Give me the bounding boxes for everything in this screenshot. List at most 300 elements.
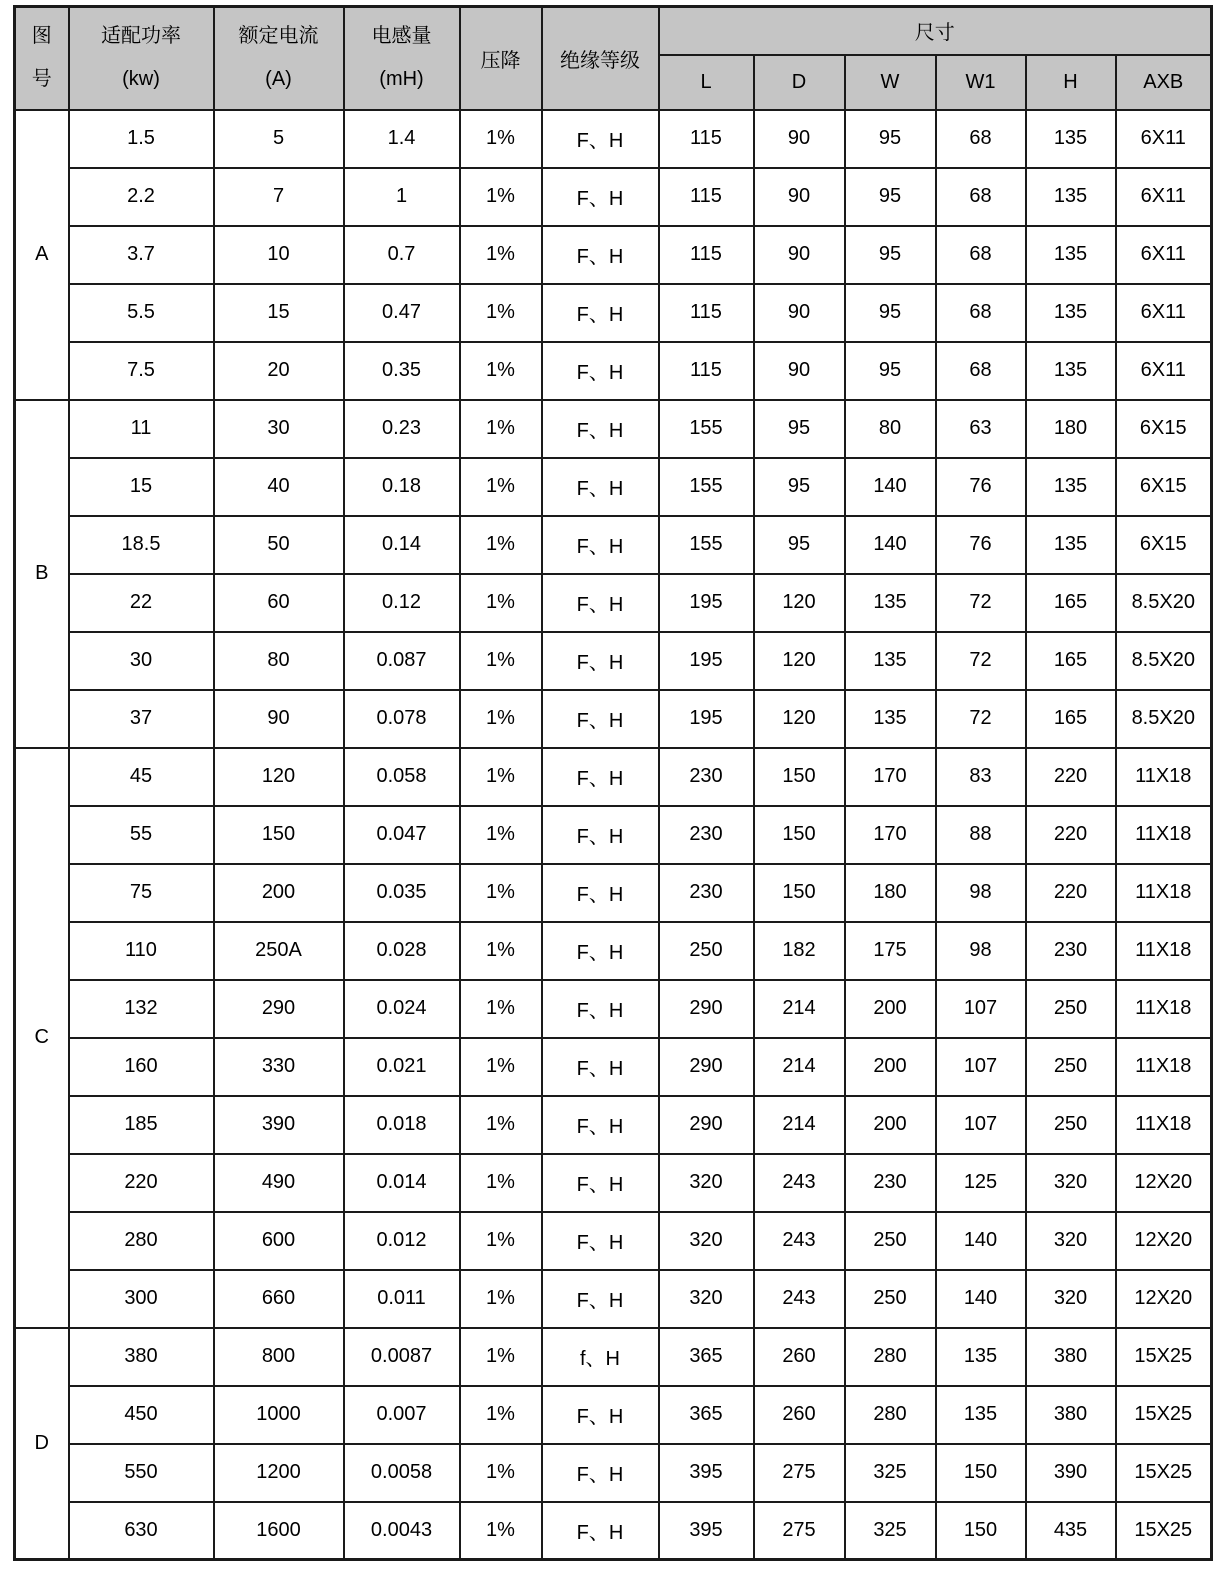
table-cell: 630 bbox=[69, 1502, 214, 1560]
table-cell: F、H bbox=[542, 400, 659, 458]
table-cell: 1% bbox=[460, 1212, 542, 1270]
table-cell: 250 bbox=[659, 922, 754, 980]
table-cell: 0.021 bbox=[344, 1038, 460, 1096]
table-cell: 95 bbox=[845, 110, 936, 168]
table-cell: 1.4 bbox=[344, 110, 460, 168]
table-cell: 1000 bbox=[214, 1386, 344, 1444]
table-cell: 30 bbox=[214, 400, 344, 458]
table-cell: 1% bbox=[460, 806, 542, 864]
table-cell: 250 bbox=[1026, 980, 1116, 1038]
table-cell: 76 bbox=[936, 516, 1026, 574]
table-cell: 6X15 bbox=[1116, 458, 1212, 516]
table-cell: 72 bbox=[936, 632, 1026, 690]
table-cell: 230 bbox=[659, 748, 754, 806]
table-cell: 365 bbox=[659, 1328, 754, 1386]
table-cell: 95 bbox=[845, 168, 936, 226]
table-cell: 15 bbox=[69, 458, 214, 516]
table-cell: 0.007 bbox=[344, 1386, 460, 1444]
table-cell: 165 bbox=[1026, 632, 1116, 690]
figure-group-cell: D bbox=[15, 1328, 69, 1560]
table-cell: 1% bbox=[460, 400, 542, 458]
table-cell: 1% bbox=[460, 1096, 542, 1154]
table-cell: 380 bbox=[69, 1328, 214, 1386]
table-cell: 1% bbox=[460, 110, 542, 168]
table-cell: F、H bbox=[542, 748, 659, 806]
table-cell: 83 bbox=[936, 748, 1026, 806]
table-cell: 135 bbox=[1026, 458, 1116, 516]
table-cell: 15X25 bbox=[1116, 1386, 1212, 1444]
table-cell: 80 bbox=[845, 400, 936, 458]
header-dim-w1: W1 bbox=[936, 55, 1026, 110]
table-cell: 1% bbox=[460, 748, 542, 806]
table-cell: 280 bbox=[845, 1328, 936, 1386]
table-cell: 95 bbox=[845, 284, 936, 342]
table-cell: 1% bbox=[460, 864, 542, 922]
table-cell: 12X20 bbox=[1116, 1154, 1212, 1212]
table-cell: 11X18 bbox=[1116, 864, 1212, 922]
table-row bbox=[15, 806, 1212, 864]
header-dim-d: D bbox=[754, 55, 845, 110]
table-cell: 135 bbox=[936, 1328, 1026, 1386]
table-cell: 75 bbox=[69, 864, 214, 922]
table-cell: 6X11 bbox=[1116, 226, 1212, 284]
table-cell: 140 bbox=[936, 1212, 1026, 1270]
table-cell: 220 bbox=[69, 1154, 214, 1212]
table-cell: 1% bbox=[460, 168, 542, 226]
table-cell: 0.18 bbox=[344, 458, 460, 516]
figure-group-cell: B bbox=[15, 400, 69, 748]
table-row bbox=[15, 864, 1212, 922]
table-cell: 550 bbox=[69, 1444, 214, 1502]
table-cell: 76 bbox=[936, 458, 1026, 516]
table-cell: 6X11 bbox=[1116, 168, 1212, 226]
header-row-1 bbox=[15, 7, 1212, 55]
table-cell: F、H bbox=[542, 168, 659, 226]
table-cell: 230 bbox=[1026, 922, 1116, 980]
table-cell: 90 bbox=[754, 168, 845, 226]
table-cell: 1% bbox=[460, 1444, 542, 1502]
table-row bbox=[15, 1386, 1212, 1444]
table-cell: 60 bbox=[214, 574, 344, 632]
table-cell: 90 bbox=[754, 284, 845, 342]
table-cell: 220 bbox=[1026, 864, 1116, 922]
table-cell: 214 bbox=[754, 980, 845, 1038]
table-cell: 220 bbox=[1026, 748, 1116, 806]
table-cell: 2.2 bbox=[69, 168, 214, 226]
table-row bbox=[15, 284, 1212, 342]
table-cell: 115 bbox=[659, 110, 754, 168]
table-cell: 180 bbox=[1026, 400, 1116, 458]
table-cell: 135 bbox=[845, 574, 936, 632]
table-cell: 98 bbox=[936, 864, 1026, 922]
table-cell: 0.35 bbox=[344, 342, 460, 400]
table-cell: 0.018 bbox=[344, 1096, 460, 1154]
table-cell: 200 bbox=[845, 980, 936, 1038]
table-row bbox=[15, 1444, 1212, 1502]
table-cell: 1.5 bbox=[69, 110, 214, 168]
table-cell: 0.23 bbox=[344, 400, 460, 458]
table-cell: 68 bbox=[936, 342, 1026, 400]
table-cell: 95 bbox=[754, 400, 845, 458]
table-cell: 165 bbox=[1026, 574, 1116, 632]
table-cell: 10 bbox=[214, 226, 344, 284]
table-cell: f、H bbox=[542, 1328, 659, 1386]
table-cell: F、H bbox=[542, 980, 659, 1038]
table-cell: 150 bbox=[754, 748, 845, 806]
header-insulation-grade: 绝缘等级 bbox=[542, 7, 659, 110]
table-cell: 20 bbox=[214, 342, 344, 400]
table-cell: 5 bbox=[214, 110, 344, 168]
table-header bbox=[15, 7, 1212, 110]
table-cell: 320 bbox=[659, 1154, 754, 1212]
table-cell: 125 bbox=[936, 1154, 1026, 1212]
table-cell: 250A bbox=[214, 922, 344, 980]
table-cell: 260 bbox=[754, 1386, 845, 1444]
table-cell: 435 bbox=[1026, 1502, 1116, 1560]
table-cell: 11X18 bbox=[1116, 1038, 1212, 1096]
table-cell: 135 bbox=[845, 690, 936, 748]
table-row bbox=[15, 226, 1212, 284]
table-cell: 220 bbox=[1026, 806, 1116, 864]
table-cell: 1% bbox=[460, 632, 542, 690]
table-cell: 5.5 bbox=[69, 284, 214, 342]
table-cell: 1% bbox=[460, 1502, 542, 1560]
header-power-line2: (kw) bbox=[122, 68, 160, 91]
table-cell: F、H bbox=[542, 226, 659, 284]
table-cell: F、H bbox=[542, 1212, 659, 1270]
table-cell: F、H bbox=[542, 1270, 659, 1328]
table-cell: 150 bbox=[214, 806, 344, 864]
table-row bbox=[15, 980, 1212, 1038]
table-cell: 90 bbox=[754, 110, 845, 168]
table-cell: 243 bbox=[754, 1212, 845, 1270]
table-cell: 320 bbox=[659, 1270, 754, 1328]
table-cell: F、H bbox=[542, 922, 659, 980]
table-cell: 180 bbox=[845, 864, 936, 922]
table-row bbox=[15, 516, 1212, 574]
table-cell: 120 bbox=[754, 632, 845, 690]
table-cell: 1% bbox=[460, 980, 542, 1038]
table-cell: 135 bbox=[1026, 110, 1116, 168]
table-cell: 15 bbox=[214, 284, 344, 342]
table-cell: 8.5X20 bbox=[1116, 632, 1212, 690]
table-cell: 230 bbox=[659, 864, 754, 922]
table-cell: 8.5X20 bbox=[1116, 690, 1212, 748]
table-cell: 6X11 bbox=[1116, 110, 1212, 168]
table-cell: 110 bbox=[69, 922, 214, 980]
table-cell: 280 bbox=[69, 1212, 214, 1270]
header-dim-l: L bbox=[659, 55, 754, 110]
table-cell: 12X20 bbox=[1116, 1212, 1212, 1270]
table-cell: 0.0058 bbox=[344, 1444, 460, 1502]
table-cell: 330 bbox=[214, 1038, 344, 1096]
figure-group-cell: C bbox=[15, 748, 69, 1328]
table-cell: 135 bbox=[1026, 226, 1116, 284]
header-figure-number bbox=[15, 7, 69, 110]
table-cell: 115 bbox=[659, 342, 754, 400]
table-cell: 0.058 bbox=[344, 748, 460, 806]
header-inductance-line2: (mH) bbox=[379, 68, 424, 91]
table-cell: 40 bbox=[214, 458, 344, 516]
table-cell: 11X18 bbox=[1116, 980, 1212, 1038]
table-cell: 120 bbox=[214, 748, 344, 806]
table-cell: 1% bbox=[460, 342, 542, 400]
table-cell: 170 bbox=[845, 748, 936, 806]
table-cell: 800 bbox=[214, 1328, 344, 1386]
table-cell: 135 bbox=[1026, 284, 1116, 342]
table-cell: 290 bbox=[659, 980, 754, 1038]
table-cell: 45 bbox=[69, 748, 214, 806]
table-cell: F、H bbox=[542, 632, 659, 690]
table-cell: F、H bbox=[542, 1386, 659, 1444]
table-cell: 200 bbox=[845, 1038, 936, 1096]
table-cell: 450 bbox=[69, 1386, 214, 1444]
table-row bbox=[15, 1270, 1212, 1328]
table-cell: 12X20 bbox=[1116, 1270, 1212, 1328]
table-cell: 72 bbox=[936, 690, 1026, 748]
table-cell: 107 bbox=[936, 980, 1026, 1038]
table-cell: F、H bbox=[542, 516, 659, 574]
table-cell: 390 bbox=[214, 1096, 344, 1154]
table-cell: 200 bbox=[214, 864, 344, 922]
table-cell: 165 bbox=[1026, 690, 1116, 748]
table-row bbox=[15, 400, 1212, 458]
header-power-line1: 适配功率 bbox=[101, 25, 181, 48]
table-cell: 72 bbox=[936, 574, 1026, 632]
header-current-line1: 额定电流 bbox=[238, 25, 319, 48]
table-cell: 195 bbox=[659, 690, 754, 748]
table-cell: 11X18 bbox=[1116, 1096, 1212, 1154]
table-cell: 107 bbox=[936, 1096, 1026, 1154]
table-cell: 1% bbox=[460, 226, 542, 284]
table-cell: 115 bbox=[659, 226, 754, 284]
table-cell: 132 bbox=[69, 980, 214, 1038]
table-cell: 135 bbox=[1026, 342, 1116, 400]
table-cell: 140 bbox=[936, 1270, 1026, 1328]
table-cell: 195 bbox=[659, 574, 754, 632]
table-cell: 170 bbox=[845, 806, 936, 864]
table-cell: 395 bbox=[659, 1444, 754, 1502]
table-cell: 380 bbox=[1026, 1328, 1116, 1386]
table-row bbox=[15, 574, 1212, 632]
table-row bbox=[15, 922, 1212, 980]
table-cell: 80 bbox=[214, 632, 344, 690]
table-cell: 1% bbox=[460, 1038, 542, 1096]
table-cell: 120 bbox=[754, 690, 845, 748]
table-cell: 320 bbox=[1026, 1270, 1116, 1328]
header-current-line2: (A) bbox=[265, 68, 292, 91]
header-voltage-drop: 压降 bbox=[460, 7, 542, 110]
table-cell: 15X25 bbox=[1116, 1444, 1212, 1502]
table-cell: F、H bbox=[542, 806, 659, 864]
table-cell: 250 bbox=[1026, 1038, 1116, 1096]
table-cell: 320 bbox=[1026, 1212, 1116, 1270]
table-cell: 160 bbox=[69, 1038, 214, 1096]
table-cell: 155 bbox=[659, 516, 754, 574]
table-row bbox=[15, 1212, 1212, 1270]
table-cell: 95 bbox=[845, 342, 936, 400]
table-cell: 95 bbox=[845, 226, 936, 284]
table-cell: 182 bbox=[754, 922, 845, 980]
table-cell: 3.7 bbox=[69, 226, 214, 284]
table-cell: 0.47 bbox=[344, 284, 460, 342]
table-cell: F、H bbox=[542, 1154, 659, 1212]
table-cell: F、H bbox=[542, 342, 659, 400]
table-cell: 95 bbox=[754, 516, 845, 574]
header-figure-line2: 号 bbox=[31, 68, 52, 91]
header-dim-w: W bbox=[845, 55, 936, 110]
table-cell: 0.047 bbox=[344, 806, 460, 864]
header-figure-line1: 图 bbox=[31, 25, 52, 48]
table-cell: 68 bbox=[936, 168, 1026, 226]
table-cell: 98 bbox=[936, 922, 1026, 980]
table-cell: 325 bbox=[845, 1502, 936, 1560]
table-cell: 275 bbox=[754, 1502, 845, 1560]
table-cell: 15X25 bbox=[1116, 1328, 1212, 1386]
table-cell: 90 bbox=[754, 342, 845, 400]
table-cell: 135 bbox=[1026, 168, 1116, 226]
table-cell: 380 bbox=[1026, 1386, 1116, 1444]
header-dimensions: 尺寸 bbox=[659, 7, 1212, 55]
table-cell: 290 bbox=[214, 980, 344, 1038]
table-cell: 1 bbox=[344, 168, 460, 226]
table-cell: 88 bbox=[936, 806, 1026, 864]
table-cell: 140 bbox=[845, 458, 936, 516]
table-cell: 68 bbox=[936, 226, 1026, 284]
table-cell: 243 bbox=[754, 1154, 845, 1212]
table-cell: 260 bbox=[754, 1328, 845, 1386]
table-cell: F、H bbox=[542, 574, 659, 632]
table-cell: 22 bbox=[69, 574, 214, 632]
header-dim-h: H bbox=[1026, 55, 1116, 110]
table-cell: 1% bbox=[460, 690, 542, 748]
table-cell: 0.14 bbox=[344, 516, 460, 574]
table-cell: F、H bbox=[542, 1038, 659, 1096]
table-row bbox=[15, 1096, 1212, 1154]
table-row bbox=[15, 1502, 1212, 1560]
table-cell: 1% bbox=[460, 1270, 542, 1328]
table-cell: 200 bbox=[845, 1096, 936, 1154]
table-cell: 250 bbox=[845, 1270, 936, 1328]
table-cell: 230 bbox=[659, 806, 754, 864]
table-body bbox=[15, 110, 1212, 1560]
table-cell: 0.7 bbox=[344, 226, 460, 284]
table-cell: 6X11 bbox=[1116, 284, 1212, 342]
table-cell: 63 bbox=[936, 400, 1026, 458]
table-cell: 0.0043 bbox=[344, 1502, 460, 1560]
table-cell: 1% bbox=[460, 284, 542, 342]
table-cell: F、H bbox=[542, 110, 659, 168]
table-cell: 135 bbox=[936, 1386, 1026, 1444]
table-row bbox=[15, 632, 1212, 690]
table-cell: F、H bbox=[542, 864, 659, 922]
table-row bbox=[15, 168, 1212, 226]
table-cell: F、H bbox=[542, 1096, 659, 1154]
table-cell: 325 bbox=[845, 1444, 936, 1502]
table-cell: F、H bbox=[542, 458, 659, 516]
table-cell: 175 bbox=[845, 922, 936, 980]
table-cell: 11X18 bbox=[1116, 748, 1212, 806]
header-inductance bbox=[344, 7, 460, 110]
table-cell: 214 bbox=[754, 1038, 845, 1096]
table-cell: 250 bbox=[845, 1212, 936, 1270]
table-row bbox=[15, 342, 1212, 400]
table-cell: 490 bbox=[214, 1154, 344, 1212]
table-cell: 140 bbox=[845, 516, 936, 574]
table-cell: 195 bbox=[659, 632, 754, 690]
table-row bbox=[15, 1038, 1212, 1096]
table-cell: F、H bbox=[542, 1444, 659, 1502]
table-cell: 390 bbox=[1026, 1444, 1116, 1502]
table-cell: 0.014 bbox=[344, 1154, 460, 1212]
table-cell: 115 bbox=[659, 284, 754, 342]
table-cell: 0.024 bbox=[344, 980, 460, 1038]
table-cell: 660 bbox=[214, 1270, 344, 1328]
table-cell: 1% bbox=[460, 1386, 542, 1444]
table-cell: 365 bbox=[659, 1386, 754, 1444]
table-cell: 90 bbox=[214, 690, 344, 748]
table-row bbox=[15, 110, 1212, 168]
table-cell: 155 bbox=[659, 458, 754, 516]
table-cell: 1200 bbox=[214, 1444, 344, 1502]
table-cell: 107 bbox=[936, 1038, 1026, 1096]
table-cell: 1600 bbox=[214, 1502, 344, 1560]
table-cell: 320 bbox=[659, 1212, 754, 1270]
table-cell: 0.087 bbox=[344, 632, 460, 690]
table-cell: 1% bbox=[460, 516, 542, 574]
table-cell: 8.5X20 bbox=[1116, 574, 1212, 632]
figure-group-cell: A bbox=[15, 110, 69, 400]
header-inductance-line1: 电感量 bbox=[371, 25, 432, 48]
table-cell: 275 bbox=[754, 1444, 845, 1502]
table-cell: 1% bbox=[460, 1154, 542, 1212]
table-cell: 320 bbox=[1026, 1154, 1116, 1212]
table-cell: F、H bbox=[542, 690, 659, 748]
table-cell: 1% bbox=[460, 1328, 542, 1386]
table-cell: 68 bbox=[936, 110, 1026, 168]
table-cell: 6X11 bbox=[1116, 342, 1212, 400]
table-row bbox=[15, 458, 1212, 516]
table-cell: 37 bbox=[69, 690, 214, 748]
table-cell: 55 bbox=[69, 806, 214, 864]
table-cell: 243 bbox=[754, 1270, 845, 1328]
table-row bbox=[15, 690, 1212, 748]
header-rated-current bbox=[214, 7, 344, 110]
table-cell: 7.5 bbox=[69, 342, 214, 400]
table-cell: 250 bbox=[1026, 1096, 1116, 1154]
table-cell: 150 bbox=[936, 1444, 1026, 1502]
table-cell: 7 bbox=[214, 168, 344, 226]
table-cell: 135 bbox=[1026, 516, 1116, 574]
table-cell: 120 bbox=[754, 574, 845, 632]
table-cell: 30 bbox=[69, 632, 214, 690]
table-cell: 0.12 bbox=[344, 574, 460, 632]
table-cell: 150 bbox=[936, 1502, 1026, 1560]
table-cell: 1% bbox=[460, 922, 542, 980]
table-cell: 300 bbox=[69, 1270, 214, 1328]
table-cell: 280 bbox=[845, 1386, 936, 1444]
table-cell: 6X15 bbox=[1116, 516, 1212, 574]
table-cell: 90 bbox=[754, 226, 845, 284]
header-dim-axb: AXB bbox=[1116, 55, 1212, 110]
table-cell: 230 bbox=[845, 1154, 936, 1212]
table-cell: 68 bbox=[936, 284, 1026, 342]
table-cell: 290 bbox=[659, 1038, 754, 1096]
table-cell: 395 bbox=[659, 1502, 754, 1560]
table-cell: 290 bbox=[659, 1096, 754, 1154]
header-power bbox=[69, 7, 214, 110]
table-cell: 0.012 bbox=[344, 1212, 460, 1270]
